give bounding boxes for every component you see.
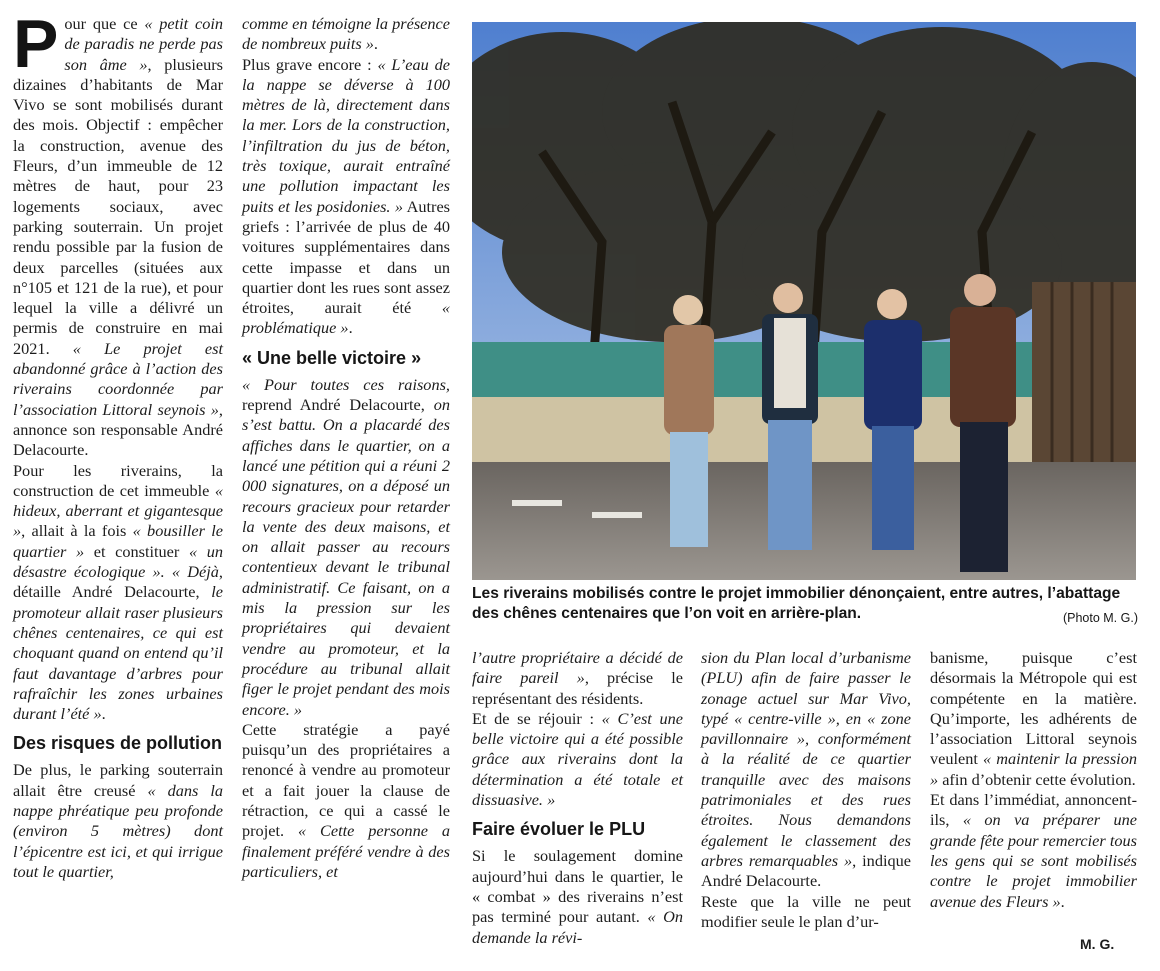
quote: « bousiller le quartier » — [13, 521, 223, 561]
text: Autres griefs : l’arrivée de plus de 40 voitures supplémentaires dans cette impasse et dans un quartier dont les rues sont assez étroites, aurait été — [242, 196, 451, 318]
text: our que ce — [64, 14, 145, 33]
text: banisme, puisque c’est désormais la Métropole qui est compétente en la matière. Qu’importe, les adhérents de l’association Littoral seynois veulent — [930, 648, 1137, 769]
text: . — [1060, 891, 1065, 911]
text: Si le soulagement domine aujourd’hui dans le quartier, le — [472, 846, 683, 886]
text: Cette stratégie a payé puisqu’un des propriétaires a renoncé à vendre au promoteur et a fait jouer la clause de rétraction, ce qui a cassé le projet. — [242, 719, 450, 841]
text: « combat » — [472, 886, 551, 906]
text: Plus grave encore : — [242, 54, 378, 74]
quote: « petit coin de paradis ne perde pas son âme » — [64, 14, 223, 74]
quote: sion du Plan local d’urbanisme (PLU) afin de faire passer le zonage actuel sur Mar Vivo, typé — [701, 648, 911, 728]
text: des riverains n’est pas terminé pour autant. — [472, 886, 683, 927]
article-column-1 — [13, 6, 223, 882]
quote: « On demande la révi- — [472, 907, 684, 947]
photo-caption — [472, 584, 1138, 628]
article-photo — [472, 22, 1136, 580]
quote: on s’est battu. On a placardé des affiches dans le quartier, on a lancé une pétition qui a réuni 2 000 signatures, on a déposé un recours gracieux pour retarder la vente des deux maisons, et on allait passer au recours contentieux devant le tribunal administratif. Ce faisant, on a mis la pression sur les propriétaires qui devaient vendre au promoteur, et la procédure au tribunal allait figer le projet pendant des mois encore. » — [242, 395, 450, 719]
text: , plusieurs dizaines d’habitants de Mar Vivo se sont mobilisés durant des mois. Objectif : empêcher la construction, avenue des Fleurs, d’un immeuble de 12 mètres de haut, pour 23 logements sociaux, avec parking souterrain. Un projet rendu possible par la fusion de deux parcelles (situées aux n°105 et 121 de la rue), et pour lequel la ville a délivré un permis de construire en mai 2021. — [13, 54, 223, 358]
quote: « dans la nappe phréatique peu profonde (environ 5 mètres) dont l’épicentre est ici, et qui irrigue tout le quartier, — [13, 780, 223, 881]
text: , précise le représentant des résidents. — [472, 668, 683, 708]
quote: « C’est une belle victoire qui a été possible grâce aux riverains dont la détermination a été totale et dissuasive. » — [472, 708, 684, 810]
article-column-2 — [242, 14, 450, 882]
text: , indique André Delacourte. — [701, 850, 911, 891]
photo-riverains — [472, 22, 1136, 580]
subheading-plu: Faire évoluer le PLU — [472, 819, 646, 840]
quote: l’autre propriétaire a décidé de faire pareil » — [472, 648, 683, 688]
quote: « zone pavillonnaire » — [701, 708, 912, 749]
text: Et dans l’immédiat, annoncent-ils, — [930, 790, 1137, 830]
photo-credit: (Photo M. G.) — [1062, 611, 1138, 625]
article-column-3 — [472, 648, 683, 948]
quote: « L’eau de la nappe se déverse à 100 mètres de là, directement dans la mer. Lors de la construction, l’infiltration du jus de béton, très toxique, aurait entraîné une pollution impactant les puits et les posidonies. » — [242, 54, 451, 216]
quote: comme en témoigne la présence de nombreux puits » — [242, 14, 450, 54]
text: . — [348, 318, 353, 338]
text: De plus, le parking souterrain allait être creusé — [13, 760, 223, 800]
text: et constituer — [84, 541, 189, 561]
text: Et de se réjouir : — [472, 708, 602, 728]
drop-cap: P — [13, 6, 59, 82]
quote: « Cette personne a finalement préféré vendre à des particuliers, et — [242, 821, 450, 881]
quote: « un désastre écologique ». « Déjà — [13, 541, 223, 582]
text: Pour les riverains, la construction de cet immeuble — [13, 460, 223, 500]
quote: le promoteur allait raser plusieurs chênes centenaires, ce qui est choquant quand on entend qu’il faut davantage d’arbres pour rafraîchir les zones urbaines durant l’été » — [13, 582, 223, 724]
quote: « Pour toutes ces raisons, — [242, 374, 450, 394]
quote: « Le projet est abandonné grâce à l’action des riverains coordonnée par l’association Littoral seynois » — [13, 338, 223, 419]
quote: « hideux, aberrant et gigantesque » — [13, 480, 223, 541]
text: reprend André Delacourte, — [242, 395, 434, 415]
author-signature: M. G. — [1080, 936, 1115, 952]
text: afin d’obtenir cette évolution. — [938, 769, 1136, 789]
caption-text: Les riverains mobilisés contre le projet immobilier dénonçaient, entre autres, l’abattage des chênes centenaires que l’on voit en arrière-plan. — [472, 585, 1121, 622]
quote: « on va préparer une grande fête pour remercier tous les gens qui se sont mobilisés contre le projet immobilier avenue des Fleurs » — [930, 810, 1138, 911]
article-column-4 — [701, 648, 911, 932]
text: . — [101, 704, 106, 724]
quote: « centre-ville » — [734, 708, 836, 728]
article-column-5 — [930, 648, 1137, 912]
text: , allait à la fois — [21, 521, 133, 541]
text: , détaille André Delacourte, — [13, 562, 223, 602]
quote: « maintenir la pression » — [930, 749, 1137, 789]
subheading-victoire: « Une belle victoire » — [242, 347, 422, 368]
subheading-pollution: Des risques de pollution — [13, 733, 223, 754]
quote: « problématique » — [242, 298, 450, 338]
text: Reste que la ville ne peut modifier seule le plan d’ur- — [701, 891, 911, 931]
quote: , en — [835, 708, 868, 728]
text: , annonce son responsable André Delacourte. — [13, 399, 223, 460]
text: . — [373, 34, 378, 54]
quote: , conformément à la réalité de ce quartier tranquille avec des maisons patrimoniales et des rues étroites. Nous demandons également le classement des arbres remarquables » — [701, 729, 911, 870]
